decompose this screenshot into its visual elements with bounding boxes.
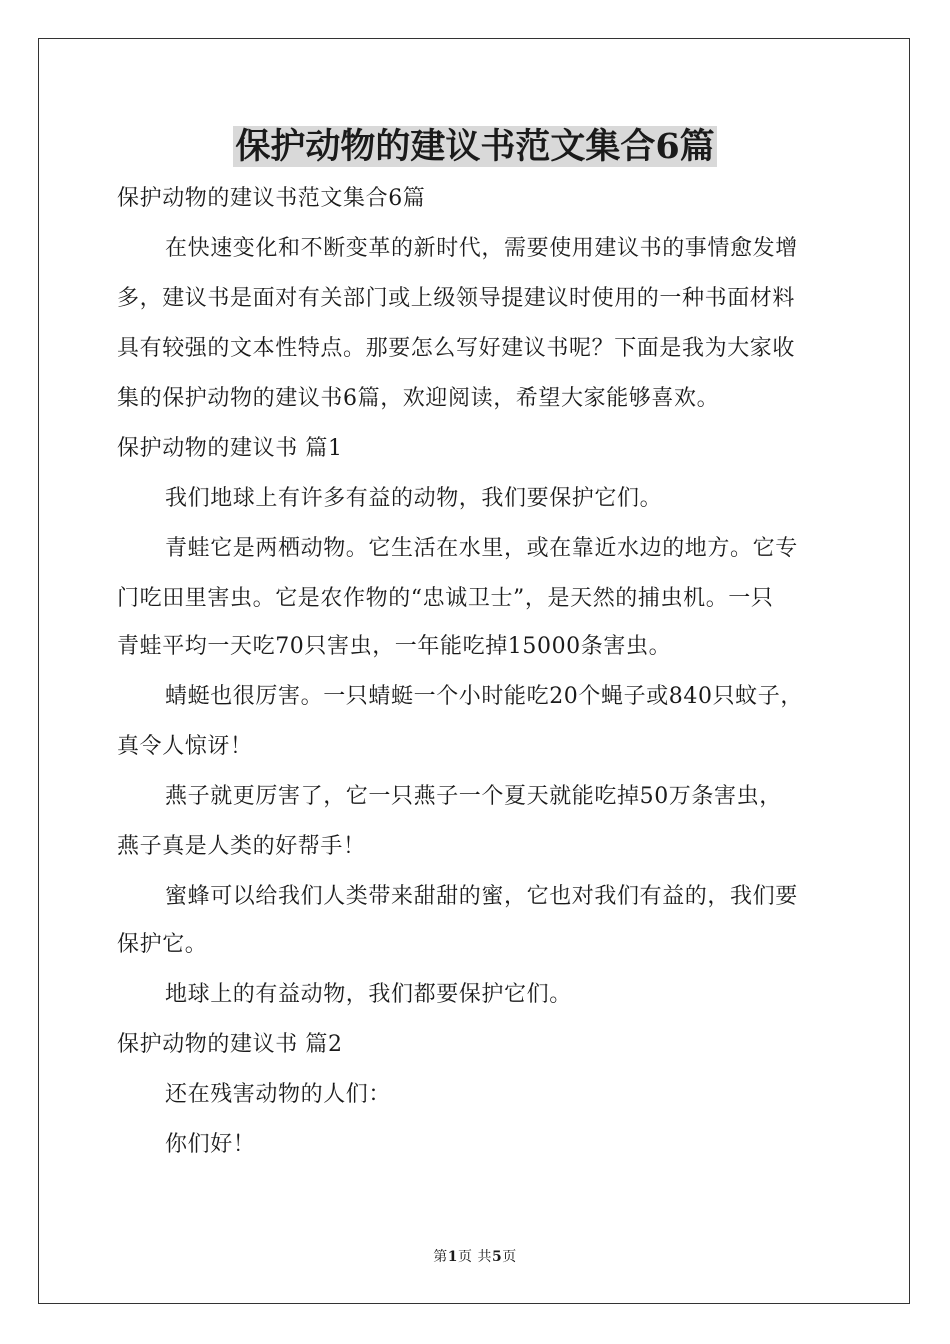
paragraph-line: 门吃田里害虫。它是农作物的“忠诚卫士”，是天然的捕虫机。一只	[117, 586, 774, 611]
paragraph-line: 燕子真是人类的好帮手！	[117, 834, 366, 859]
paragraph-line: 我们地球上有许多有益的动物，我们要保护它们。	[165, 486, 663, 511]
page-prefix: 第	[433, 1249, 448, 1265]
paragraph-line: 蜻蜓也很厉害。一只蜻蜓一个小时能吃20个蝇子或840只蚊子，	[165, 684, 803, 709]
paragraph-line: 多，建议书是面对有关部门或上级领导提建议时使用的一种书面材料	[117, 286, 796, 311]
page-suffix: 页	[502, 1249, 517, 1265]
page-mid: 页 共	[458, 1249, 492, 1265]
subtitle-line: 保护动物的建议书范文集合6篇	[117, 186, 426, 211]
page-footer	[0, 1248, 950, 1266]
page-border	[38, 38, 910, 1304]
paragraph-line: 在快速变化和不断变革的新时代，需要使用建议书的事情愈发增	[165, 236, 798, 261]
paragraph-line: 具有较强的文本性特点。那要怎么写好建议书呢？下面是我为大家收	[117, 336, 796, 361]
paragraph-line: 燕子就更厉害了，它一只燕子一个夏天就能吃掉50万条害虫，	[165, 784, 782, 809]
paragraph-line: 集的保护动物的建议书6篇，欢迎阅读，希望大家能够喜欢。	[117, 386, 720, 411]
paragraph-line: 地球上的有益动物，我们都要保护它们。	[165, 982, 572, 1007]
paragraph-line: 你们好！	[165, 1132, 256, 1157]
paragraph-line: 蜜蜂可以给我们人类带来甜甜的蜜，它也对我们有益的，我们要	[165, 884, 798, 909]
paragraph-line: 还在残害动物的人们：	[165, 1082, 392, 1107]
section-heading: 保护动物的建议书 篇2	[117, 1032, 343, 1057]
page-total: 5	[491, 1249, 503, 1265]
document-title	[0, 124, 950, 170]
paragraph-line: 青蛙它是两栖动物。它生活在水里，或在靠近水边的地方。它专	[165, 536, 798, 561]
paragraph-line: 保护它。	[117, 932, 208, 957]
page-current: 1	[447, 1249, 459, 1265]
document-title-text: 保护动物的建议书范文集合6篇	[235, 126, 715, 167]
section-heading: 保护动物的建议书 篇1	[117, 436, 343, 461]
paragraph-line: 青蛙平均一天吃70只害虫，一年能吃掉15000条害虫。	[117, 634, 672, 659]
paragraph-line: 真令人惊讶！	[117, 734, 253, 759]
